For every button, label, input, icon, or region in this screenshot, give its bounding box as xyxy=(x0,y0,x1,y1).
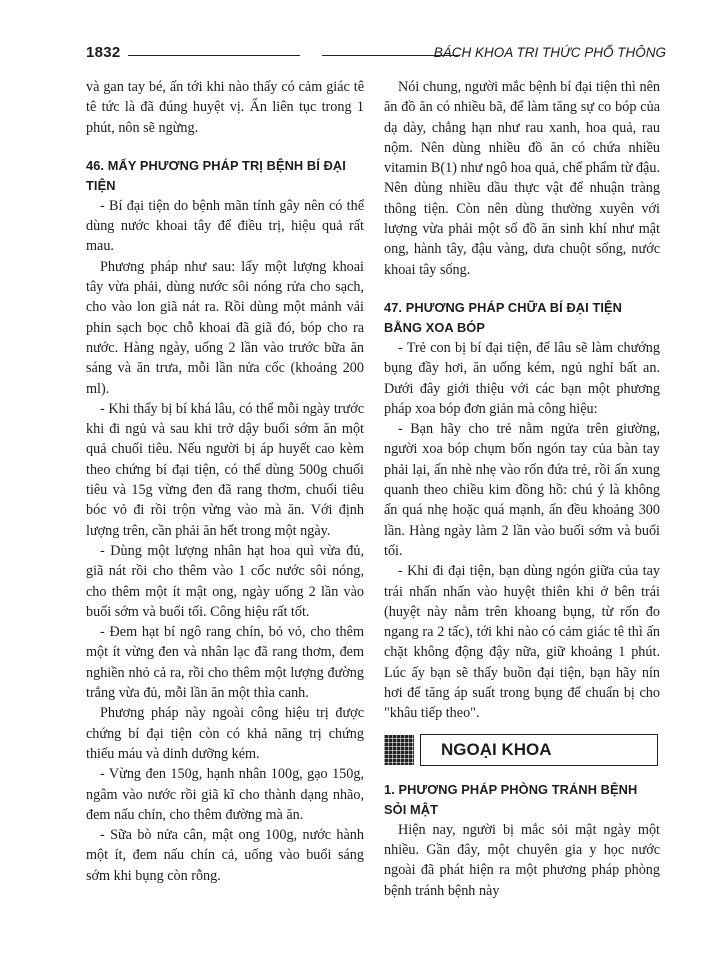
paragraph: - Bí đại tiện do bệnh mãn tính gây nên có thể dùng nước khoai tây để điều trị, hiệu quả rất mau. xyxy=(86,197,364,255)
paragraph: - Khi đi đại tiện, bạn dùng ngón giữa của tay trái nhấn nhấn vào huyệt thiên khi ở bên trái (huyệt này nằm trên khoang bụng, từ rốn đo ngang ra 2 tấc), tới khi nào có cảm giác tê thì ấn chặt không động đậy nữa, giữ khoảng 1 phút. Lúc ấy bạn sẽ thấy buồn đại tiện, bạn hãy nín hơi để tăng áp suất trong bụng để chuẩn bị cho "khâu tiếp theo". xyxy=(384,563,660,722)
page-header xyxy=(86,44,666,66)
section-heading: 46. MẤY PHƯƠNG PHÁP TRỊ BỆNH BÍ ĐẠI TIỆN xyxy=(86,157,346,193)
paragraph: Phương pháp như sau: lấy một lượng khoai tây vừa phải, dùng nước sôi nóng rửa cho sạch, cho vào lon giã nát ra. Rồi dùng một mảnh vải phin sạch bọc chỗ khoai đã giã đó, bóp cho ra nước. Hàng ngày, uống 2 lần vào trước bữa ăn sáng và ăn trưa, mỗi lần nửa cốc (khoảng 200 ml). xyxy=(86,258,364,397)
left-column xyxy=(86,77,364,886)
qr-code-icon xyxy=(384,735,414,765)
paragraph: Phương pháp này ngoài công hiệu trị được chứng bí đại tiện còn có khả năng trị chứng thiếu máu và dinh dưỡng kém. xyxy=(86,705,364,762)
section-heading: 1. PHƯƠNG PHÁP PHÒNG TRÁNH BỆNH SỎI MẬT xyxy=(384,781,638,817)
paragraph: - Đem hạt bí ngô rang chín, bỏ vỏ, cho thêm một ít vừng đen và nhân lạc đã rang thơm, đem nghiền nhỏ cả ra, rồi cho thêm một lượng đường trắng vừa đủ, mỗi lần ăn một thìa canh. xyxy=(86,624,364,702)
paragraph: - Trẻ con bị bí đại tiện, để lâu sẽ làm chướng bụng đầy hơi, ăn uống kém, ngủ nghỉ bất an. Dưới đây giới thiệu với các bạn một phương pháp xoa bóp đơn giản mà công hiệu: xyxy=(384,339,660,417)
paragraph: - Vừng đen 150g, hạnh nhân 100g, gạo 150g, ngâm vào nước rồi giã kĩ cho thành dạng nhão, đem nấu chín, cho thêm đường mà ăn. xyxy=(86,766,364,823)
paragraph: Nói chung, người mắc bệnh bí đại tiện thì nên ăn đồ ăn có nhiều bã, để làm tăng sự co bóp của dạ dày, chẳng hạn như rau xanh, hoa quả, rau nộm. Nên dùng nhiều đồ ăn có chứa nhiều vitamin B(1) như ngô hoa quả, chế phẩm từ đậu. Nên dùng nhiều dầu thực vật để nhuận tràng thông tiện. Còn nên dùng thường xuyên với lượng vừa phải một số đồ ăn sinh khí như mật ong, hành tây, đậu vàng, dưa chuột sống, nước khoai tây sống. xyxy=(384,79,660,278)
running-title: BÁCH KHOA TRI THỨC PHỔ THÔNG xyxy=(433,45,666,60)
paragraph: và gan tay bé, ấn tới khi nào thấy có cảm giác tê tê tức là đã đúng huyệt vị. Ấn liên tục trong 1 phút, nôn sẽ ngừng. xyxy=(86,79,364,136)
section-heading: 47. PHƯƠNG PHÁP CHỮA BÍ ĐẠI TIỆN BẰNG XOA BÓP xyxy=(384,299,622,335)
chapter-title: NGOẠI KHOA xyxy=(420,734,658,766)
right-column xyxy=(384,77,660,901)
paragraph: - Dùng một lượng nhân hạt hoa quì vừa đủ, giã nát rồi cho thêm vào 1 cốc nước sôi nóng, cho thêm một ít mật ong, ngày uống 2 lần vào buổi sớm và buổi tối. Công hiệu rất tốt. xyxy=(86,542,364,620)
page-number: 1832 xyxy=(86,44,121,61)
paragraph: - Sữa bò nửa cân, mật ong 100g, nước hành một ít, đem nấu chín cả, uống vào buổi sáng sớm khi bụng còn rỗng. xyxy=(86,827,364,884)
chapter-banner xyxy=(384,734,660,770)
paragraph: Hiện nay, người bị mắc sỏi mật ngày một nhiều. Gần đây, một chuyên gia y học nước ngoài đã phát hiện ra một phương pháp phòng bệnh tránh bệnh này xyxy=(384,821,660,899)
paragraph: - Bạn hãy cho trẻ nằm ngửa trên giường, người xoa bóp chụm bốn ngón tay của bàn tay phải lại, ấn nhè nhẹ vào rốn đứa trẻ, rồi ấn xung quanh theo chiều kim đồng hồ: chú ý là không ấn quá nhẹ hoặc quá mạnh, ấn đều khoảng 300 lần. Hàng ngày làm 2 lần vào buổi sớm và buổi tối. xyxy=(384,421,660,559)
paragraph: - Khi thấy bị bí khá lâu, có thể mỗi ngày trước khi đi ngủ và sau khi trở dậy buổi sớm ăn một quả chuối tiêu. Nếu người bị áp huyết cao kèm theo chứng bí đại tiện, có thể dùng 500g chuối tiêu và 15g vừng đen đã rang thơm, chuối tiêu bóc vỏ đi rồi trộn vừng vào mà ăn. Với định lượng trên, cần phải ăn hết trong một ngày. xyxy=(86,400,364,539)
header-rule xyxy=(128,55,300,56)
